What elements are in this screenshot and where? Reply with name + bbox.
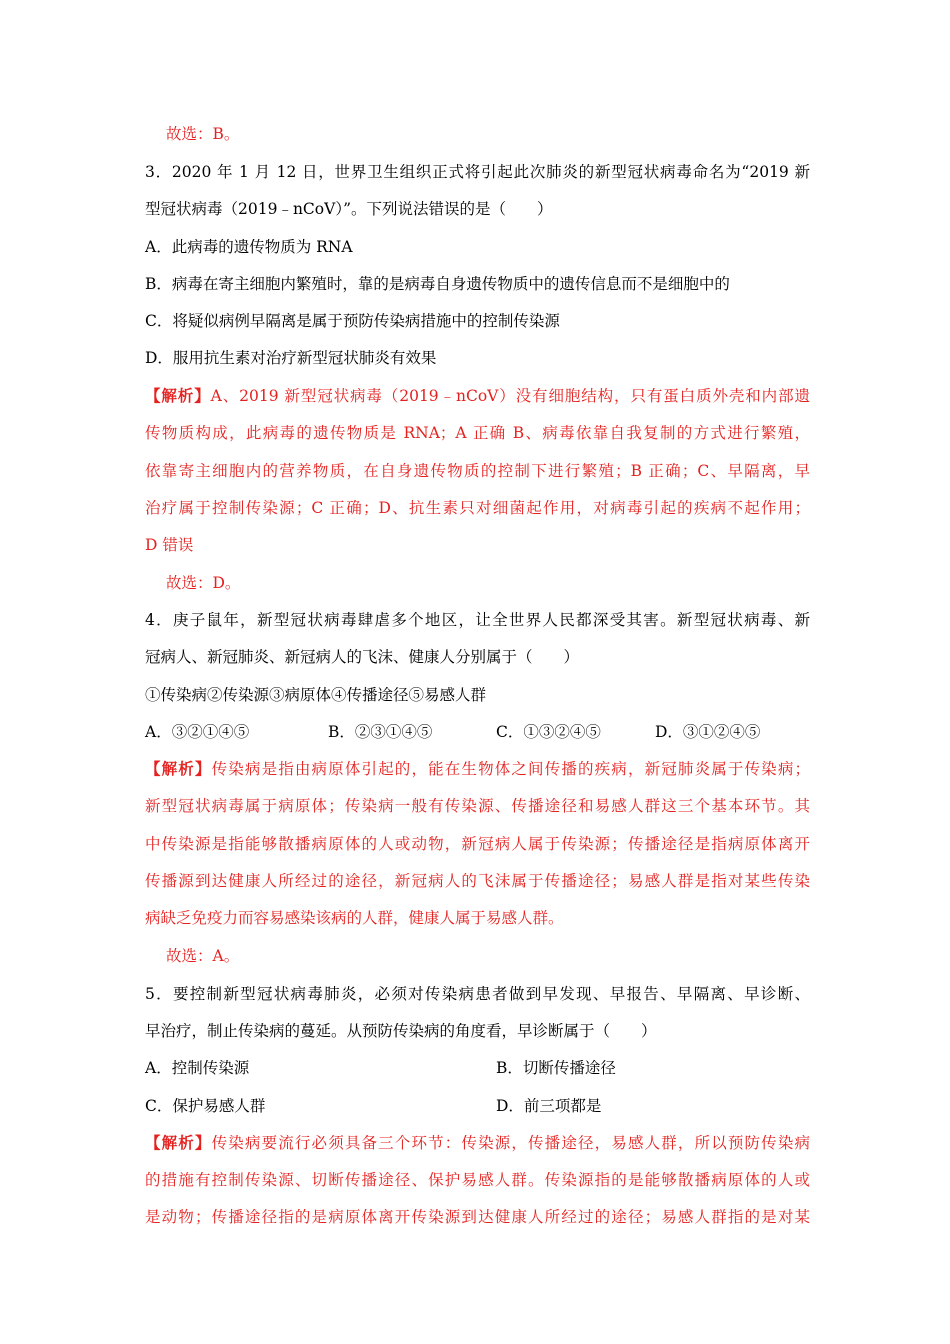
- q3-stem-line2: 型冠状病毒（2019﹣nCoV）”。下列说法错误的是（ ）: [145, 200, 553, 218]
- q3-analysis-line2: 传物质构成，此病毒的遗传物质是 RNA；A 正确 B、病毒依靠自我复制的方式进行繁殖，: [145, 424, 810, 442]
- q5-option-c: C．保护易感人群: [145, 1097, 266, 1115]
- q5-stem-line2: 早治疗，制止传染病的蔓延。从预防传染病的角度看，早诊断属于（ ）: [145, 1022, 657, 1040]
- q4-option-a: A．③②①④⑤: [145, 723, 250, 741]
- q2-answer: 故选：B。: [166, 125, 240, 143]
- q5-option-b: B．切断传播途径: [496, 1059, 616, 1077]
- q3-analysis-text1: A、2019 新型冠状病毒（2019﹣nCoV）没有细胞结构，只有蛋白质外壳和内部遗: [210, 387, 810, 405]
- q3-answer: 故选：D。: [166, 574, 241, 592]
- q3-analysis-line1: [145, 386, 810, 406]
- q5-analysis-line3: 是动物；传播途径指的是病原体离开传染源到达健康人所经过的途径；易感人群指的是对某: [145, 1208, 810, 1226]
- q3-stem-line1: 3．2020 年 1 月 12 日，世界卫生组织正式将引起此次肺炎的新型冠状病毒命名为“2019 新: [145, 163, 810, 181]
- q4-stem-line1: 4．庚子鼠年，新型冠状病毒肆虐多个地区，让全世界人民都深受其害。新型冠状病毒、新: [145, 611, 810, 629]
- q4-analysis-line1: [145, 759, 810, 779]
- q3-analysis-tag: 【解析】: [145, 386, 211, 405]
- q3-option-a: A．此病毒的遗传物质为 RNA: [145, 238, 353, 256]
- q4-option-c: C．①③②④⑤: [496, 723, 601, 741]
- q3-analysis-line4: 治疗属于控制传染源；C 正确；D、抗生素只对细菌起作用，对病毒引起的疾病不起作用；: [145, 499, 810, 517]
- q4-analysis-line2: 新型冠状病毒属于病原体；传染病一般有传染源、传播途径和易感人群这三个基本环节。其: [145, 797, 810, 815]
- q5-analysis-line1: [145, 1133, 810, 1153]
- q4-analysis-line3: 中传染源是指能够散播病原体的人或动物，新冠病人属于传染源；传播途径是指病原体离开: [145, 835, 810, 853]
- q5-stem-line1: 5．要控制新型冠状病毒肺炎，必须对传染病患者做到早发现、早报告、早隔离、早诊断、: [145, 985, 810, 1003]
- q3-option-b: B．病毒在寄主细胞内繁殖时，靠的是病毒自身遗传物质中的遗传信息而不是细胞中的: [145, 275, 730, 293]
- q5-option-d: D．前三项都是: [496, 1097, 602, 1115]
- q4-stem-line2: 冠病人、新冠肺炎、新冠病人的飞沫、健康人分别属于（ ）: [145, 648, 580, 666]
- q4-option-d: D．③①②④⑤: [655, 723, 761, 741]
- q3-option-d: D．服用抗生素对治疗新型冠状肺炎有效果: [145, 349, 437, 367]
- q4-items: ①传染病②传染源③病原体④传播途径⑤易感人群: [145, 686, 487, 704]
- q5-analysis-line2: 的措施有控制传染源、切断传播途径、保护易感人群。传染源指的是能够散播病原体的人或: [145, 1171, 810, 1189]
- q3-analysis-line5: D 错误: [145, 536, 194, 554]
- q5-analysis-text1: 传染病要流行必须具备三个环节：传染源，传播途径，易感人群，所以预防传染病: [211, 1134, 810, 1152]
- q4-analysis-tag: 【解析】: [145, 759, 212, 778]
- q3-option-c: C．将疑似病例早隔离是属于预防传染病措施中的控制传染源: [145, 312, 560, 330]
- q3-analysis-line3: 依靠寄主细胞内的营养物质，在自身遗传物质的控制下进行繁殖；B 正确；C、早隔离，早: [145, 462, 810, 480]
- q4-analysis-line4: 传播源到达健康人所经过的途径，新冠病人的飞沫属于传播途径；易感人群是指对某些传染: [145, 872, 810, 890]
- q5-analysis-tag: 【解析】: [145, 1133, 212, 1152]
- q4-analysis-line5: 病缺乏免疫力而容易感染该病的人群，健康人属于易感人群。: [145, 909, 564, 927]
- q4-option-b: B．②③①④⑤: [328, 723, 433, 741]
- q4-answer: 故选：A。: [166, 947, 240, 965]
- q4-analysis-text1: 传染病是指由病原体引起的，能在生物体之间传播的疾病，新冠肺炎属于传染病；: [211, 760, 810, 778]
- q5-option-a: A．控制传染源: [145, 1059, 250, 1077]
